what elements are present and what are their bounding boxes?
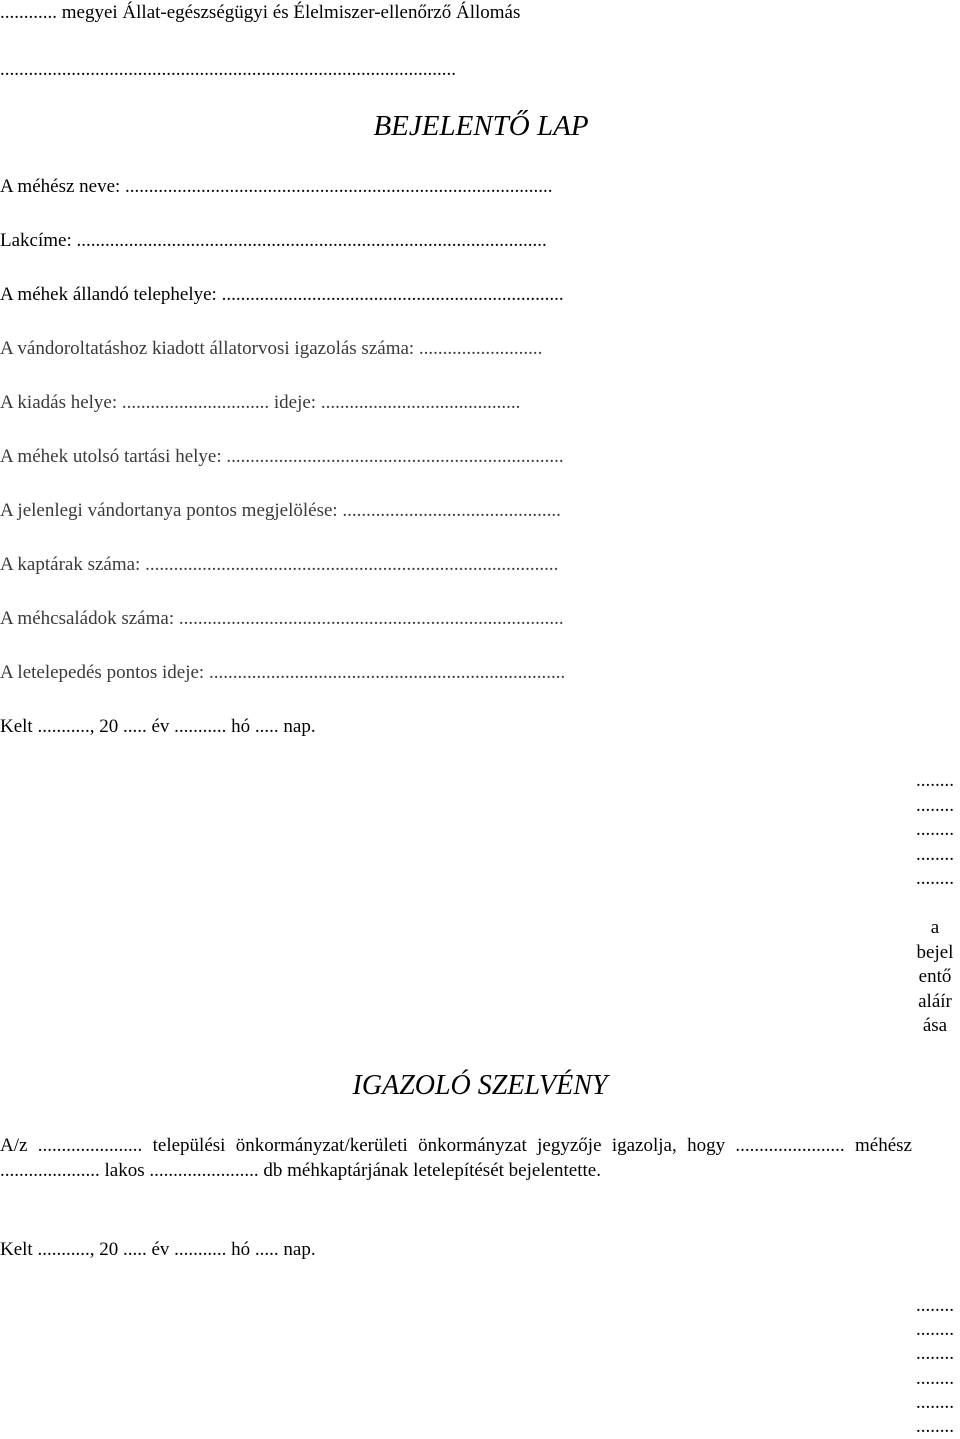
signature-label: ása xyxy=(922,1015,948,1036)
certificate-title: IGAZOLÓ SZELVÉNY xyxy=(352,1070,608,1101)
signature-dots: ........ xyxy=(916,1391,954,1413)
station-header: ............ megyei Állat-egészségügyi és Élelmiszer-ellenőrző Állomás xyxy=(0,2,521,23)
field-issue-place-date: A kiadás helye: ............................... ideje: .......................................... xyxy=(0,392,521,413)
signature-dots: ........ xyxy=(916,1416,954,1438)
signature-label: entő xyxy=(918,966,952,987)
field-colony-count: A méhcsaládok száma: ................................................................................. xyxy=(0,608,564,629)
signature-dots: ........ xyxy=(916,770,954,791)
field-current-site: A jelenlegi vándortanya pontos megjelölése: .............................................. xyxy=(0,500,561,521)
report-title-text: BEJELENTŐ LAP xyxy=(373,110,589,142)
station-dotted-line: ................................................................................................ xyxy=(0,59,456,80)
certificate-date-line: Kelt ..........., 20 ..... év ........... hó ..... nap. xyxy=(0,1239,316,1260)
signature-dots: ........ xyxy=(916,819,954,840)
signature-label: bejel xyxy=(916,941,954,963)
field-beekeeper-name: A méhész neve: .......................................................................................... xyxy=(0,176,553,197)
signature-dots: ........ xyxy=(916,1343,954,1365)
signature-dots: ........ xyxy=(916,1319,954,1341)
signature-dots: ........ xyxy=(916,843,954,865)
signature-label: a xyxy=(930,917,940,938)
signature-dots: ........ xyxy=(916,794,954,816)
signature-dots: ........ xyxy=(916,868,954,889)
field-address: Lakcíme: ................................................................................................... xyxy=(0,230,547,251)
signature-dots: ........ xyxy=(916,1295,954,1316)
report-date-line: Kelt ..........., 20 ..... év ........... hó ..... nap. xyxy=(0,716,316,737)
field-hive-count: A kaptárak száma: ....................................................................................... xyxy=(0,554,559,575)
field-permanent-site: A méhek állandó telephelye: ........................................................................ xyxy=(0,284,564,305)
signature-label: aláír xyxy=(918,990,952,1012)
field-last-site: A méhek utolsó tartási helye: ....................................................................... xyxy=(0,446,564,467)
field-vet-certificate-number: A vándoroltatáshoz kiadott állatorvosi igazolás száma: .......................... xyxy=(0,338,543,359)
signature-dots: ........ xyxy=(916,1367,954,1389)
report-title xyxy=(0,108,960,144)
certificate-text: A/z ...................... települési önkormányzat/kerületi önkormányzat jegyzője igazolja, hogy ....................... méhész ..................... lakos ....................... db méhkaptárjának letelepítését bejelentette. xyxy=(0,1135,912,1181)
certificate-signature-block xyxy=(912,1294,958,1439)
field-settlement-time: A letelepedés pontos ideje: ........................................................................... xyxy=(0,662,566,683)
report-signature-block xyxy=(912,769,958,1039)
